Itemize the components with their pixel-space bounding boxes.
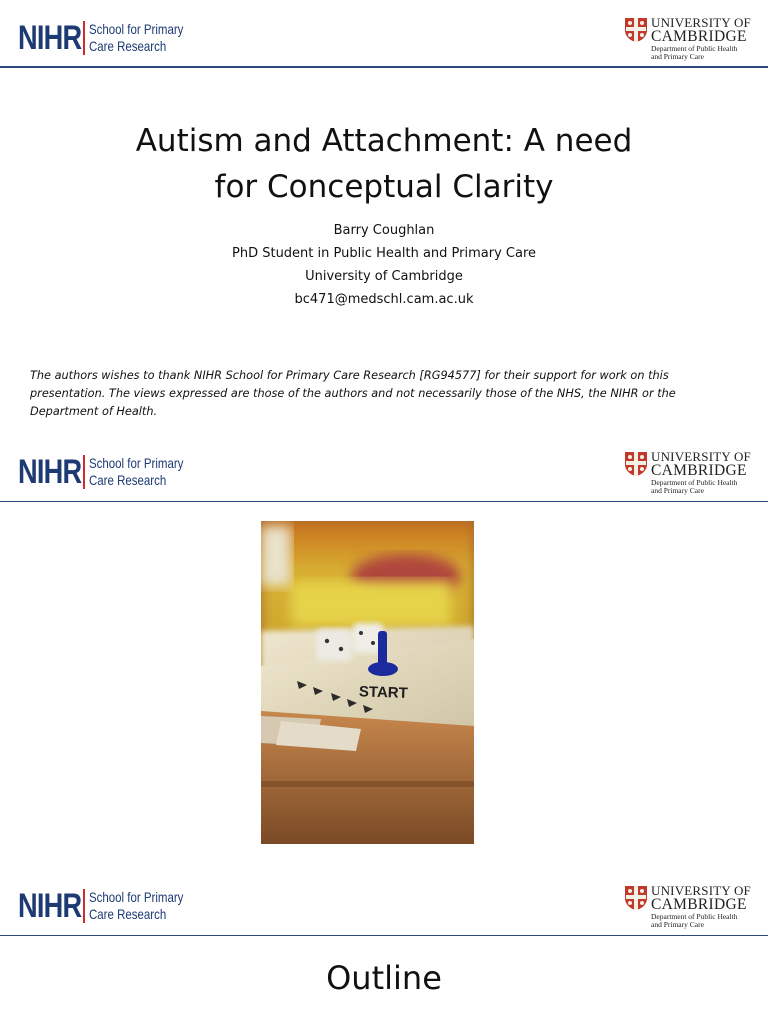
cambridge-line1: UNIVERSITY OF	[651, 15, 751, 30]
nihr-subtitle-line2: Care Research	[89, 906, 167, 922]
author-email: bc471@medschl.cam.ac.uk	[294, 292, 474, 307]
nihr-subtitle-line1: School for Primary	[89, 21, 184, 37]
nihr-logo	[18, 18, 204, 58]
outline-title: Outline	[326, 959, 442, 997]
nihr-divider	[83, 889, 85, 923]
cambridge-logo	[624, 16, 751, 61]
cambridge-crest-icon	[624, 17, 648, 43]
nihr-subtitle-line1: School for Primary	[89, 455, 184, 471]
nihr-logo	[18, 452, 204, 492]
nihr-divider	[83, 21, 85, 55]
cambridge-line4: and Primary Care	[651, 486, 704, 495]
nihr-wordmark: NIHR	[18, 887, 82, 925]
cambridge-logo	[624, 884, 751, 929]
nihr-wordmark: NIHR	[18, 453, 82, 491]
title-line1: Autism and Attachment: A need	[135, 123, 633, 159]
slide-header	[0, 868, 768, 936]
nihr-wordmark: NIHR	[18, 19, 82, 57]
cambridge-logo	[624, 450, 751, 495]
slide-header	[0, 0, 768, 68]
author-block	[0, 219, 768, 311]
acknowledgement-line3: Department of Health.	[30, 405, 158, 418]
header-rule	[0, 501, 768, 502]
presentation-title	[0, 118, 768, 210]
cambridge-line1: UNIVERSITY OF	[651, 883, 751, 898]
acknowledgement	[30, 367, 720, 421]
cambridge-line3: Department of Public Health	[651, 478, 738, 487]
author-institution: University of Cambridge	[305, 269, 463, 284]
cambridge-crest-icon	[624, 885, 648, 911]
cambridge-line1: UNIVERSITY OF	[651, 449, 751, 464]
cambridge-line4: and Primary Care	[651, 920, 704, 929]
image-slide	[0, 434, 768, 868]
title-line2: for Conceptual Clarity	[214, 169, 554, 205]
nihr-subtitle-line1: School for Primary	[89, 889, 184, 905]
acknowledgement-line2: presentation. The views expressed are those of the authors and not necessarily those of the NHS, the NIHR or the	[30, 387, 676, 400]
nihr-subtitle	[89, 21, 183, 55]
author-name: Barry Coughlan	[333, 223, 435, 238]
acknowledgement-line1: The authors wishes to thank NIHR School for Primary Care Research [RG94577] for their support for work on this	[30, 369, 669, 382]
outline-slide	[0, 868, 768, 1024]
header-rule	[0, 66, 768, 68]
start-label: START	[358, 683, 409, 702]
cambridge-line2: CAMBRIDGE	[651, 462, 747, 479]
cambridge-line2: CAMBRIDGE	[651, 28, 747, 45]
nihr-subtitle	[89, 889, 183, 923]
title-slide	[0, 0, 768, 434]
header-rule	[0, 935, 768, 936]
author-role: PhD Student in Public Health and Primary Care	[232, 246, 536, 261]
slide-header	[0, 434, 768, 502]
cambridge-crest-icon	[624, 451, 648, 477]
nihr-subtitle-line2: Care Research	[89, 472, 167, 488]
cambridge-line3: Department of Public Health	[651, 912, 738, 921]
cambridge-line4: and Primary Care	[651, 52, 704, 61]
cambridge-line3: Department of Public Health	[651, 44, 738, 53]
nihr-subtitle-line2: Care Research	[89, 38, 167, 54]
nihr-logo	[18, 886, 204, 926]
board-game-photo	[261, 521, 474, 844]
nihr-divider	[83, 455, 85, 489]
cambridge-line2: CAMBRIDGE	[651, 896, 747, 913]
nihr-subtitle	[89, 455, 183, 489]
